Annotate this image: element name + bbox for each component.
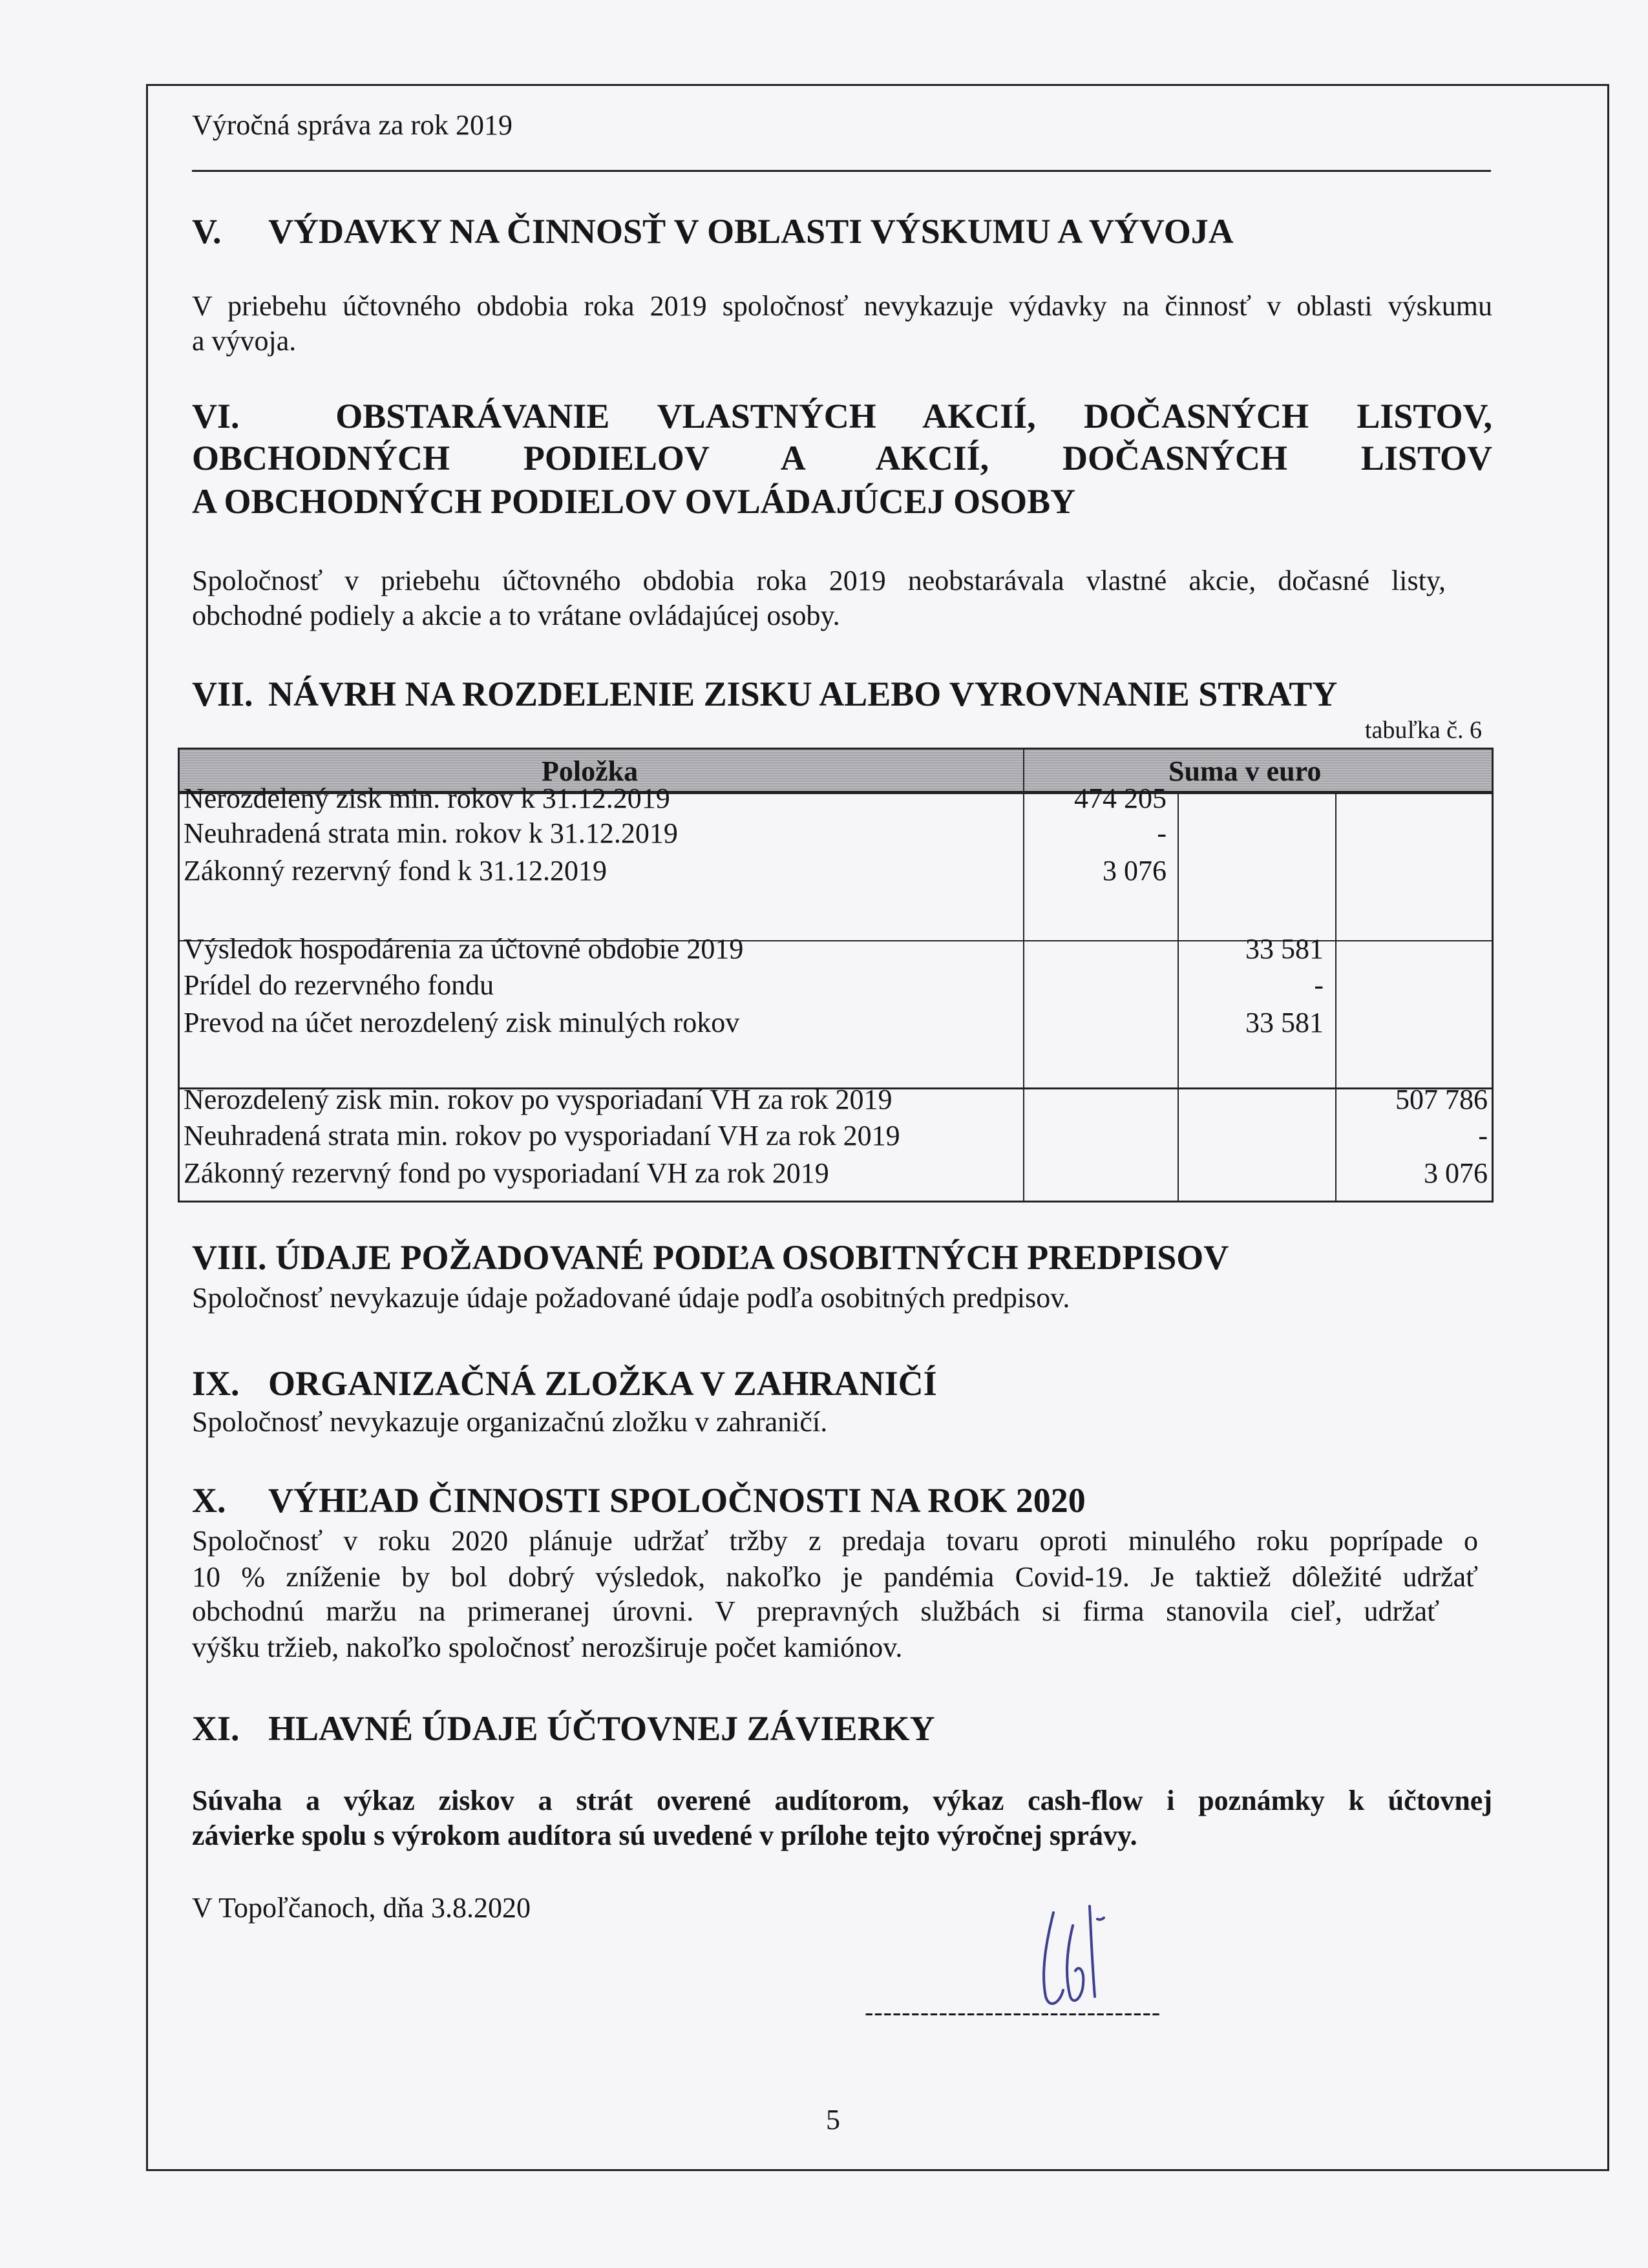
table-cell-amount: 507 786 <box>1395 1084 1488 1115</box>
section-vi-heading: OBCHODNÝCH PODIELOV A AKCIÍ, DOČASNÝCH LISTOV <box>192 439 1492 478</box>
page-number: 5 <box>826 2104 840 2136</box>
table-row-label: Neuhradená strata min. rokov po vysporiadaní VH za rok 2019 <box>184 1120 900 1151</box>
section-x-text: 10 % zníženie by bol dobrý výsledok, nakoľko je pandémia Covid-19. Je taktiež dôležité udržať <box>192 1561 1478 1593</box>
section-vi-heading: A OBCHODNÝCH PODIELOV OVLÁDAJÚCEJ OSOBY <box>192 482 1076 521</box>
table-cell-amount: - <box>1314 969 1324 1001</box>
section-vi-heading: VI. OBSTARÁVANIE VLASTNÝCH AKCIÍ, DOČASNÝCH LISTOV, <box>192 397 1492 436</box>
table-row-label: Zákonný rezervný fond k 31.12.2019 <box>184 855 607 887</box>
header-rule <box>192 170 1491 172</box>
header-amount: Suma v euro <box>1168 755 1322 787</box>
section-ix-heading: IX. ORGANIZAČNÁ ZLOŽKA V ZAHRANIČÍ <box>192 1364 937 1403</box>
table-cell-amount: 33 581 <box>1245 933 1324 965</box>
table-cell-amount: - <box>1157 817 1167 849</box>
table-row-label: Neuhradená strata min. rokov k 31.12.2019 <box>184 817 678 849</box>
header-item: Položka <box>542 755 639 787</box>
section-x-text: výšku tržieb, nakoľko spoločnosť nerozširuje počet kamiónov. <box>192 1632 903 1663</box>
table-row-label: Nerozdelený zisk min. rokov po vysporiadaní VH za rok 2019 <box>184 1084 893 1115</box>
place-date: V Topoľčanoch, dňa 3.8.2020 <box>192 1892 531 1924</box>
section-v-text: V priebehu účtovného obdobia roka 2019 spoločnosť nevykazuje výdavky na činnosť v oblasti výskumu <box>192 290 1492 322</box>
section-viii-heading: VIII. ÚDAJE POŽADOVANÉ PODĽA OSOBITNÝCH PREDPISOV <box>192 1238 1229 1277</box>
section-ix-text: Spoločnosť nevykazuje organizačnú zložku v zahraničí. <box>192 1406 828 1438</box>
section-v-text: a vývoja. <box>192 325 297 357</box>
section-viii-text: Spoločnosť nevykazuje údaje požadované údaje podľa osobitných predpisov. <box>192 1282 1070 1314</box>
table-row-label: Nerozdelený zisk min. rokov k 31.12.2019 <box>184 782 670 814</box>
section-x-heading: X. VÝHĽAD ČINNOSTI SPOLOČNOSTI NA ROK 2020 <box>192 1481 1086 1520</box>
section-v-heading: V. VÝDAVKY NA ČINNOSŤ V OBLASTI VÝSKUMU A VÝVOJA <box>192 212 1234 251</box>
section-xi-text: závierke spolu s výrokom audítora sú uvedené v prílohe tejto výročnej správy. <box>192 1820 1137 1851</box>
section-x-text: obchodnú maržu na primeranej úrovni. V prepravných službách si firma stanovila cieľ, udržať <box>192 1595 1439 1627</box>
signature-line: -------------------------------- <box>865 1997 1161 2026</box>
table-cell-amount: - <box>1478 1120 1488 1151</box>
section-xi-text: Súvaha a výkaz ziskov a strát overené audítorom, výkaz cash-flow i poznámky k účtovnej <box>192 1785 1492 1816</box>
section-vii-heading: VII. NÁVRH NA ROZDELENIE ZISKU ALEBO VYROVNANIE STRATY <box>192 675 1338 713</box>
table-cell-amount: 3 076 <box>1103 855 1167 887</box>
table-cell-amount: 474 205 <box>1074 782 1167 814</box>
table-row-label: Zákonný rezervný fond po vysporiadaní VH za rok 2019 <box>184 1157 829 1189</box>
section-vi-text: Spoločnosť v priebehu účtovného obdobia roka 2019 neobstarávala vlastné akcie, dočasné listy, <box>192 565 1446 596</box>
section-xi-heading: XI. HLAVNÉ ÚDAJE ÚČTOVNEJ ZÁVIERKY <box>192 1709 935 1748</box>
table-row-label: Prevod na účet nerozdelený zisk minulých rokov <box>184 1007 740 1038</box>
table-row-label: Výsledok hospodárenia za účtovné obdobie 2019 <box>184 933 744 965</box>
section-x-text: Spoločnosť v roku 2020 plánuje udržať tržby z predaja tovaru oproti minulého roku poprípade o <box>192 1525 1478 1557</box>
table-caption: tabuľka č. 6 <box>1364 717 1482 744</box>
table-row-label: Prídel do rezervného fondu <box>184 969 494 1001</box>
running-header: Výročná správa za rok 2019 <box>192 109 513 141</box>
profit-distribution-table <box>178 748 1494 1202</box>
section-vi-text: obchodné podiely a akcie a to vrátane ovládajúcej osoby. <box>192 600 840 631</box>
table-cell-amount: 3 076 <box>1424 1157 1488 1189</box>
table-cell-amount: 33 581 <box>1245 1007 1324 1038</box>
